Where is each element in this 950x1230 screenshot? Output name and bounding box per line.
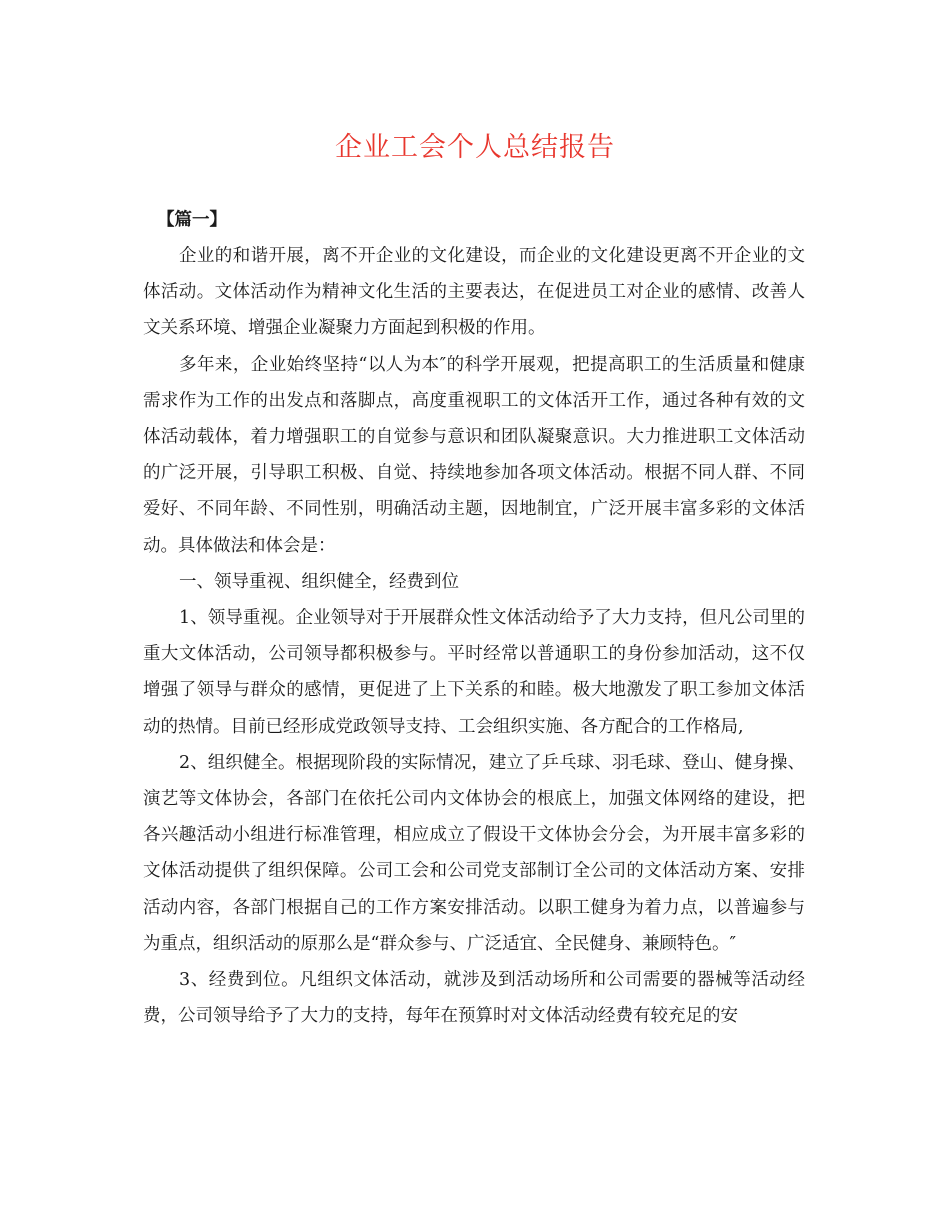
- paragraph-organization: 2、组织健全。根据现阶段的实际情况，建立了乒乓球、羽毛球、登山、健身操、演艺等文体协会，各部门在依托公司内文体协会的根底上，加强文体网络的建设，把各兴趣活动小组进行标准管理，相应成立了假设干文体协会分会，为开展丰富多彩的文体活动提供了组织保障。公司工会和公司党支部制订全公司的文体活动方案、安排活动内容，各部门根据自己的工作方案安排活动。以职工健身为着力点，以普遍参与为重点，组织活动的原那么是“群众参与、广泛适宜、全民健身、兼顾特色。″: [143, 752, 805, 954]
- section-heading-1: 一、领导重视、组织健全，经费到位: [179, 571, 459, 592]
- paragraph-people-oriented: 多年来，企业始终坚持“以人为本″的科学开展观，把提高职工的生活质量和健康需求作为工作的出发点和落脚点，高度重视职工的文体活开工作，通过各种有效的文体活动载体，着力增强职工的自觉参与意识和团队凝聚意识。大力推进职工文体活动的广泛开展，引导职工积极、自觉、持续地参加各项文体活动。根据不同人群、不同爱好、不同年龄、不同性别，明确活动主题，因地制宜，广泛开展丰富多彩的文体活动。具体做法和体会是：: [143, 354, 805, 556]
- paragraph-intro: 企业的和谐开展，离不开企业的文化建设，而企业的文化建设更离不开企业的文体活动。文体活动作为精神文化生活的主要表达，在促进员工对企业的感情、改善人文关系环境、增强企业凝聚力方面起到积极的作用。: [143, 246, 805, 339]
- paragraph-leadership: 1、领导重视。企业领导对于开展群众性文体活动给予了大力支持，但凡公司里的重大文体活动，公司领导都积极参与。平时经常以普通职工的身份参加活动，这不仅增强了领导与群众的感情，更促进了上下关系的和睦。极大地激发了职工参加文体活动的热情。目前已经形成党政领导支持、工会组织实施、各方配合的工作格局,: [143, 608, 805, 737]
- document-title: 企业工会个人总结报告: [335, 132, 615, 163]
- document-body: [143, 203, 805, 1034]
- section-label: 【篇一】: [157, 210, 227, 230]
- paragraph-funding: 3、经费到位。凡组织文体活动，就涉及到活动场所和公司需要的器械等活动经费，公司领导给予了大力的支持，每年在预算时对文体活动经费有较充足的安: [143, 970, 805, 1027]
